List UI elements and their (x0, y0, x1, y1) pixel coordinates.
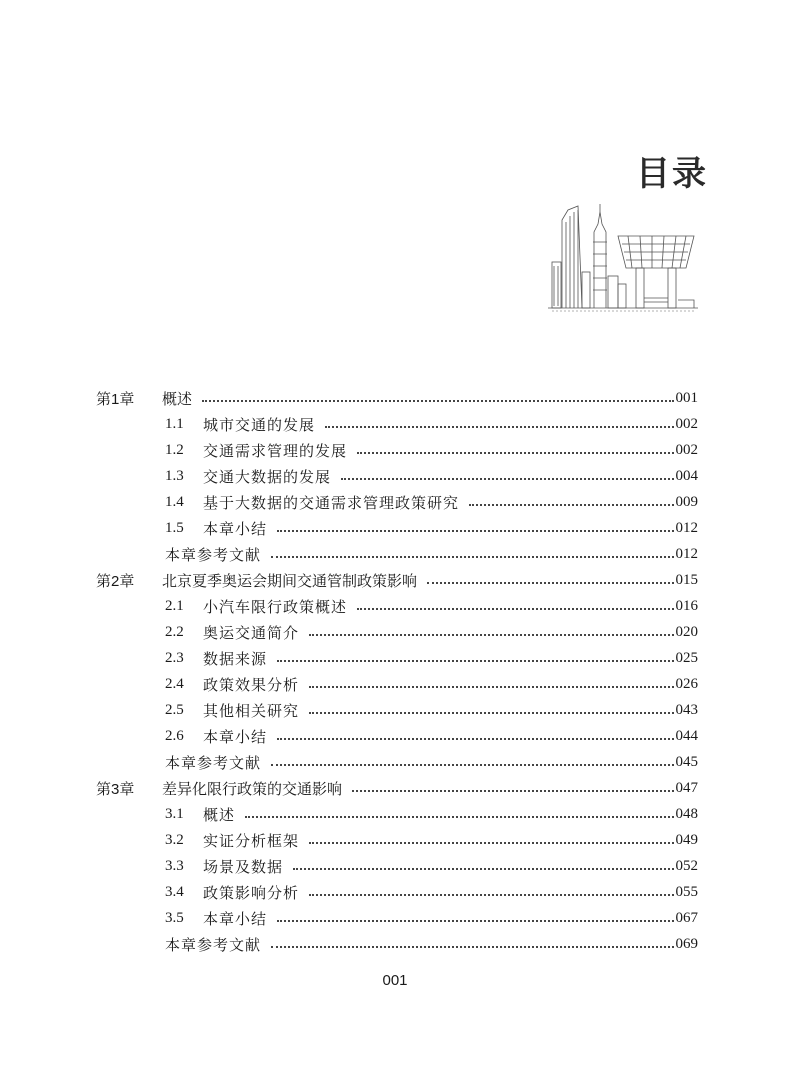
toc-entry-chapter[interactable] (96, 567, 698, 593)
section-number: 3.3 (165, 857, 184, 874)
dot-leader (245, 804, 673, 818)
section-title: 交通需求管理的发展 (203, 443, 348, 460)
dot-leader (357, 440, 673, 454)
dot-leader (271, 752, 673, 766)
toc-entry-section[interactable] (165, 437, 698, 463)
dot-leader (427, 570, 673, 584)
page-ref: 002 (675, 441, 698, 458)
page-ref: 012 (675, 519, 698, 536)
section-title: 小汽车限行政策概述 (203, 599, 348, 616)
dot-leader (202, 388, 673, 402)
page-ref: 016 (675, 597, 698, 614)
toc-entry-section[interactable] (165, 489, 698, 515)
toc-entry-section[interactable] (165, 801, 698, 827)
section-number: 1.4 (165, 493, 184, 510)
page-number: 001 (382, 972, 408, 989)
chapter-number: 第3章 (96, 780, 135, 798)
chapter-title: 概述 (162, 390, 193, 408)
toc-entry-refs[interactable] (165, 931, 698, 957)
page-ref: 004 (675, 467, 698, 484)
toc-entry-section[interactable] (165, 411, 698, 437)
dot-leader (325, 414, 673, 428)
page-ref: 043 (675, 701, 698, 718)
dot-leader (309, 830, 673, 844)
toc-entry-section[interactable] (165, 905, 698, 931)
toc-entry-refs[interactable] (165, 749, 698, 775)
toc-entry-section[interactable] (165, 463, 698, 489)
page-ref: 026 (675, 675, 698, 692)
section-title: 政策效果分析 (203, 677, 300, 694)
page-ref: 047 (675, 779, 698, 796)
section-title: 基于大数据的交通需求管理政策研究 (203, 495, 460, 512)
section-title: 政策影响分析 (203, 885, 300, 902)
section-number: 2.2 (165, 623, 184, 640)
dot-leader (277, 518, 673, 532)
section-number: 1.2 (165, 441, 184, 458)
section-number: 3.1 (165, 805, 184, 822)
references-title: 本章参考文献 (165, 547, 262, 564)
chapter-title: 差异化限行政策的交通影响 (162, 780, 343, 798)
dot-leader (277, 726, 673, 740)
section-title: 交通大数据的发展 (203, 469, 332, 486)
dot-leader (271, 544, 673, 558)
toc-entry-section[interactable] (165, 827, 698, 853)
page-ref: 049 (675, 831, 698, 848)
toc-entry-section[interactable] (165, 879, 698, 905)
section-title: 实证分析框架 (203, 833, 300, 850)
page-ref: 015 (675, 571, 698, 588)
section-number: 2.6 (165, 727, 184, 744)
toc-entry-section[interactable] (165, 853, 698, 879)
chapter-number: 第1章 (96, 390, 135, 408)
section-title: 数据来源 (203, 651, 268, 668)
dot-leader (293, 856, 673, 870)
section-number: 1.5 (165, 519, 184, 536)
section-title: 其他相关研究 (203, 703, 300, 720)
page-ref: 055 (675, 883, 698, 900)
dot-leader (341, 466, 673, 480)
dot-leader (277, 648, 673, 662)
page-ref: 002 (675, 415, 698, 432)
toc-entry-chapter[interactable] (96, 385, 698, 411)
toc-entry-chapter[interactable] (96, 775, 698, 801)
dot-leader (309, 882, 673, 896)
section-title: 本章小结 (203, 729, 268, 746)
dot-leader (271, 934, 673, 948)
section-title: 本章小结 (203, 911, 268, 928)
toc-entry-section[interactable] (165, 671, 698, 697)
references-title: 本章参考文献 (165, 755, 262, 772)
toc-entry-section[interactable] (165, 697, 698, 723)
section-number: 2.4 (165, 675, 184, 692)
section-number: 1.1 (165, 415, 184, 432)
section-title: 场景及数据 (203, 859, 284, 876)
page-ref: 045 (675, 753, 698, 770)
chapter-title: 北京夏季奥运会期间交通管制政策影响 (162, 572, 418, 590)
page-ref: 067 (675, 909, 698, 926)
section-number: 2.5 (165, 701, 184, 718)
references-title: 本章参考文献 (165, 937, 262, 954)
page-ref: 020 (675, 623, 698, 640)
toc-entry-section[interactable] (165, 723, 698, 749)
dot-leader (469, 492, 673, 506)
page-ref: 044 (675, 727, 698, 744)
page-ref: 052 (675, 857, 698, 874)
toc-entry-section[interactable] (165, 593, 698, 619)
section-number: 2.1 (165, 597, 184, 614)
section-title: 城市交通的发展 (203, 417, 316, 434)
toc-entry-section[interactable] (165, 645, 698, 671)
page-ref: 001 (675, 389, 698, 406)
dot-leader (309, 622, 673, 636)
page-ref: 069 (675, 935, 698, 952)
section-number: 3.2 (165, 831, 184, 848)
dot-leader (357, 596, 673, 610)
section-number: 1.3 (165, 467, 184, 484)
toc-entry-section[interactable] (165, 515, 698, 541)
page-ref: 048 (675, 805, 698, 822)
toc-entry-refs[interactable] (165, 541, 698, 567)
section-number: 2.3 (165, 649, 184, 666)
dot-leader (352, 778, 673, 792)
page-title: 目录 (636, 154, 708, 194)
section-title: 本章小结 (203, 521, 268, 538)
dot-leader (309, 674, 673, 688)
dot-leader (277, 908, 673, 922)
chapter-number: 第2章 (96, 572, 135, 590)
skyline-illustration (548, 202, 698, 314)
section-title: 概述 (203, 807, 236, 824)
page-ref: 009 (675, 493, 698, 510)
page-ref: 025 (675, 649, 698, 666)
page-ref: 012 (675, 545, 698, 562)
section-number: 3.5 (165, 909, 184, 926)
dot-leader (309, 700, 673, 714)
section-title: 奥运交通简介 (203, 625, 300, 642)
section-number: 3.4 (165, 883, 184, 900)
toc-entry-section[interactable] (165, 619, 698, 645)
